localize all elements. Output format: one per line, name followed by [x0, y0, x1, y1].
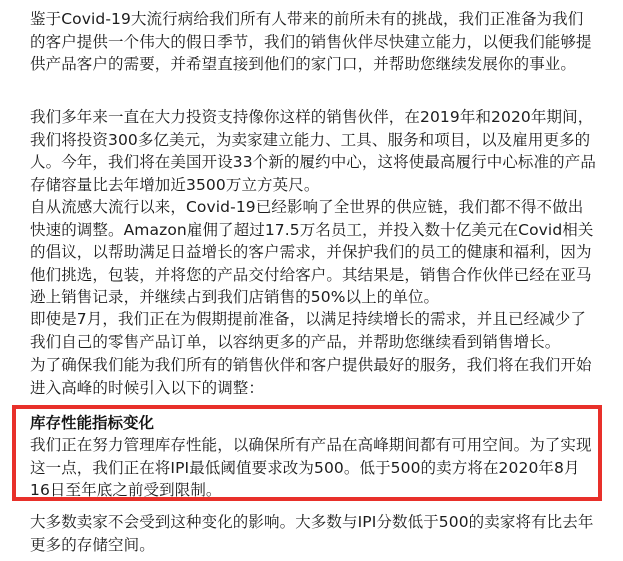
paragraph-supply-chain: 自从流感大流行以来，Covid-19已经影响了全世界的供应链，我们都不得不做出快速的调整。Amazon雇佣了超过17.5万名员工，并投入数十亿美元在Covid相关的倡议，以帮助满足日益增长的客户需求，并保护我们的员工的健康和福利，因为他们挑选，包装，并将您的产品交付给客户。其结果是，销售合作伙伴已经在亚马逊上销售记录，并继续占到我们店销售的50%以上的单位。	[30, 198, 594, 306]
paragraph-closing: 大多数卖家不会受到这种变化的影响。大多数与IPI分数低于500的卖家将有比去年更多的存储空间。	[30, 513, 594, 554]
paragraph-intro: 鉴于Covid-19大流行病给我们所有人带来的前所未有的挑战，我们正准备为我们的客户提供一个伟大的假日季节，我们的销售伙伴尽快建立能力，以便我们能够提供产品客户的需要，并希望直接到他们的家门口，并帮助您继续发展你的事业。	[30, 10, 592, 73]
paragraph-july-preparation: 即使是7月，我们正在为假期提前准备，以满足持续增长的需求，并且已经减少了我们自己的零售产品订单，以容纳更多的产品，并帮助您继续看到销售增长。	[30, 310, 586, 351]
paragraph-investment: 我们多年来一直在大力投资支持像你这样的销售伙伴，在2019年和2020年期间，我们将投资300多亿美元，为卖家建立能力、工具、服务和项目，以及雇用更多的人。今年，我们将在美国开设33个新的履约中心，这将使最高履行中心标准的产品存储容量比去年增加近3500万立方英尺。	[30, 108, 596, 194]
highlight-body: 我们正在努力管理库存性能，以确保所有产品在高峰期间都有可用空间。为了实现这一点，我们正在将IPI最低阈值要求改为500。低于500的卖方将在2020年8月16日至年底之前受到限制。	[30, 436, 592, 499]
paragraph-adjustments-intro: 为了确保我们能为我们所有的销售伙伴和客户提供最好的服务，我们将在我们开始进入高峰的时候引入以下的调整：	[30, 356, 592, 397]
highlight-title: 库存性能指标变化	[30, 414, 155, 432]
